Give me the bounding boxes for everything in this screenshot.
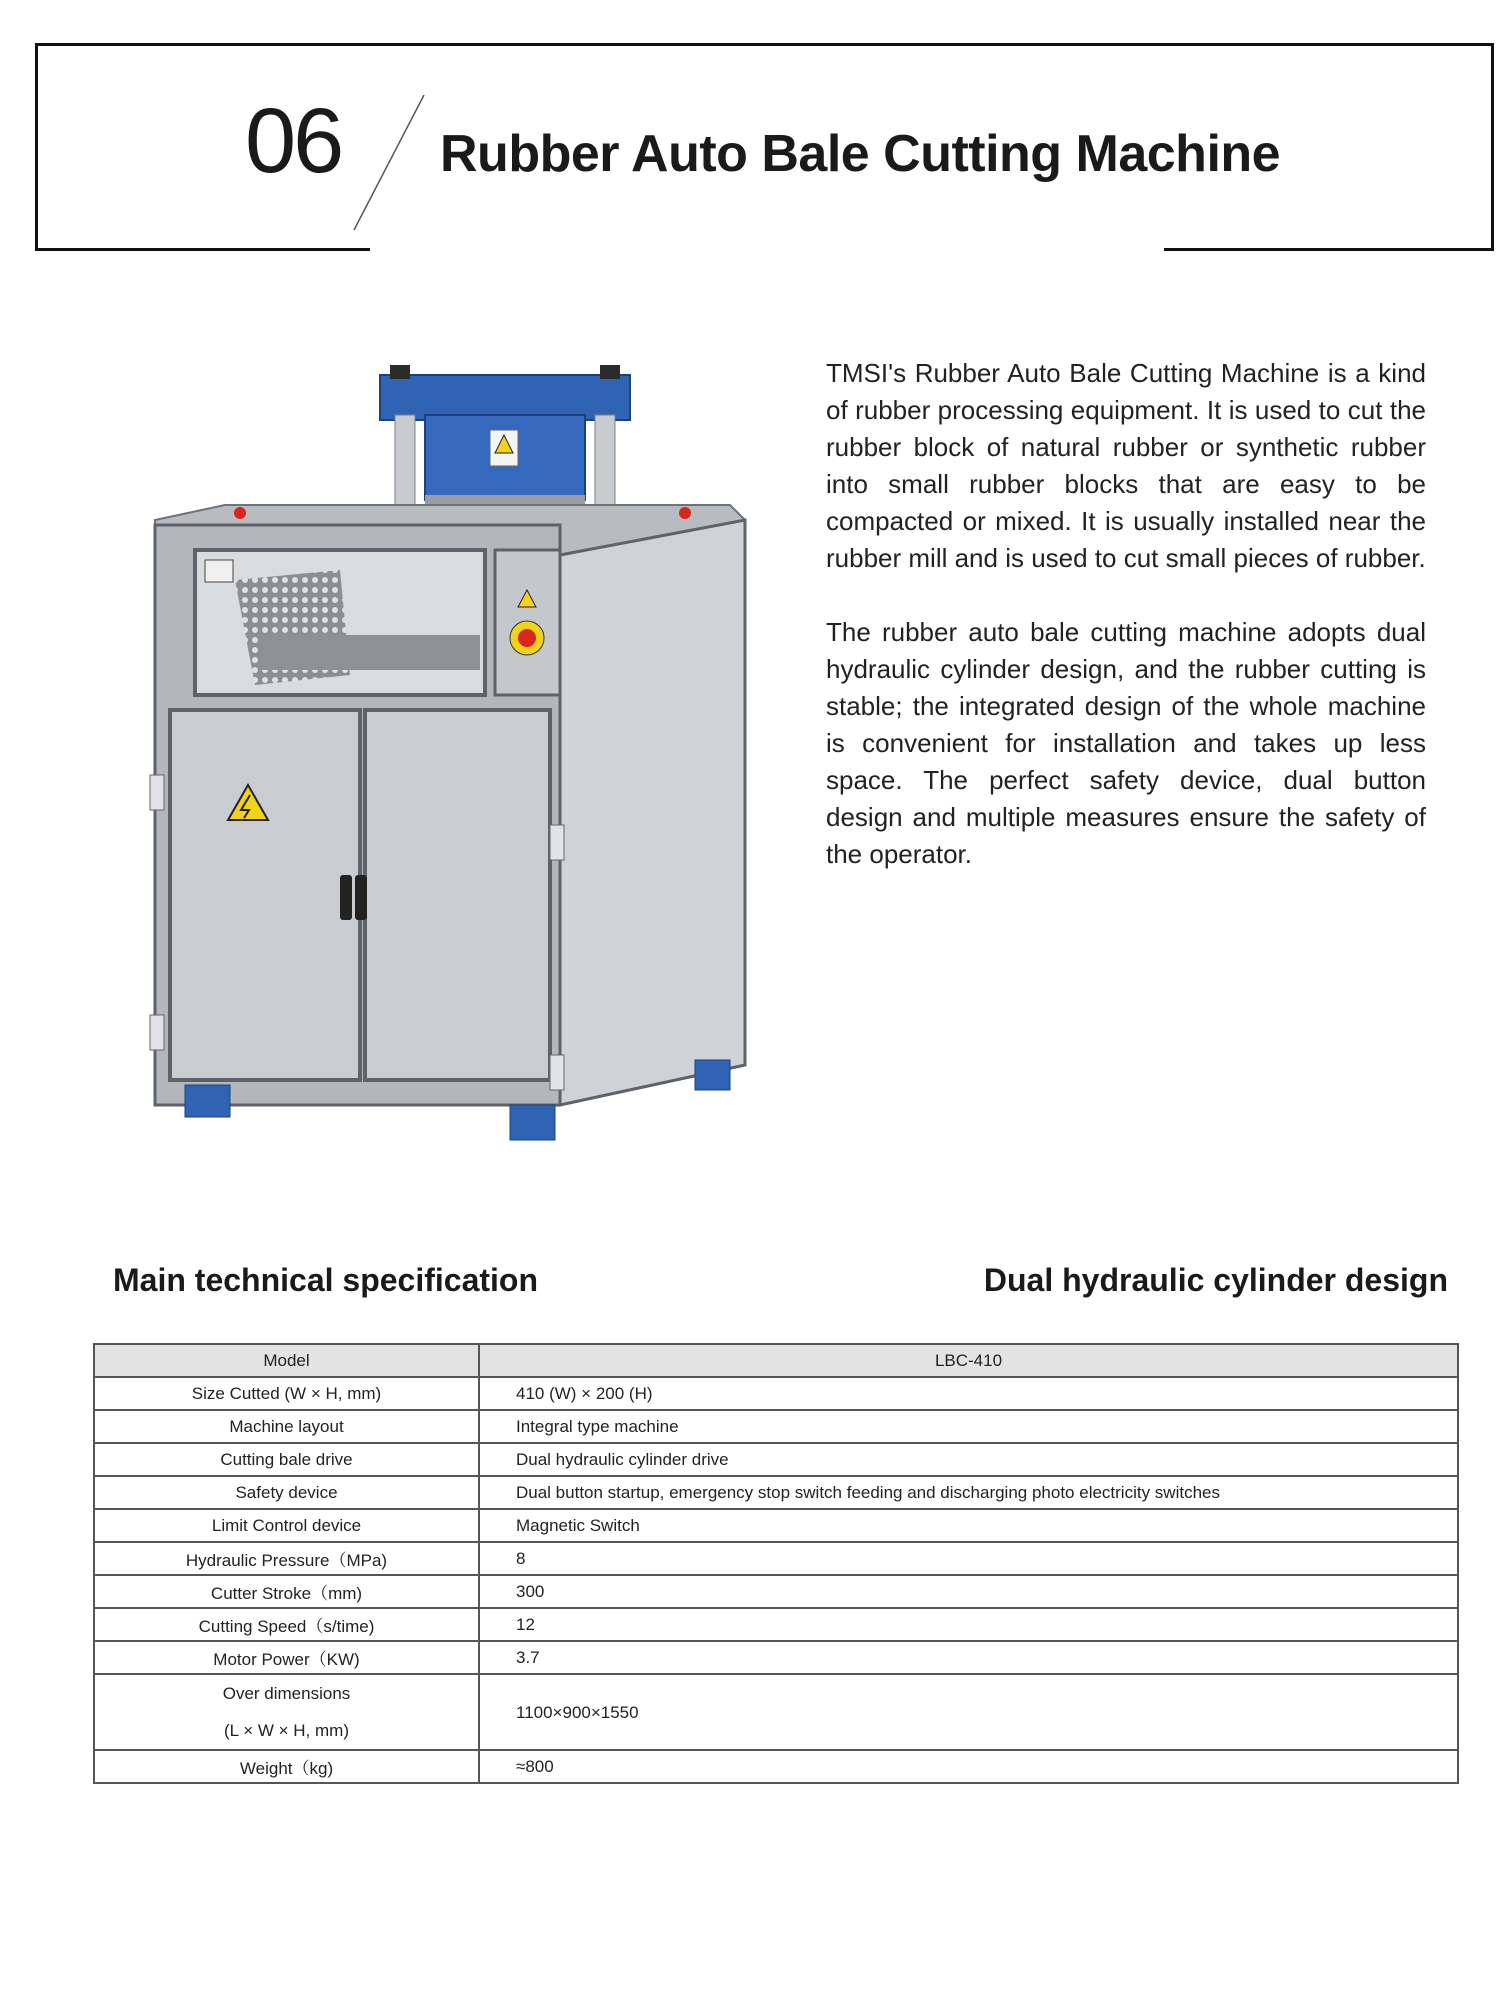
table-row [94,1542,1458,1575]
table-row [94,1410,1458,1443]
table-key: Safety device [94,1476,479,1509]
header-frame-gap [370,245,1164,255]
table-value: 3.7 [479,1641,1458,1674]
table-row-dimensions [94,1674,1458,1750]
table-row-weight [94,1750,1458,1783]
page-title: Rubber Auto Bale Cutting Machine [440,125,1281,183]
page-number: 06 [245,90,342,192]
table-value: Magnetic Switch [479,1509,1458,1542]
table-row [94,1509,1458,1542]
table-value: 8 [479,1542,1458,1575]
table-value: Integral type machine [479,1410,1458,1443]
table-key: Model [94,1344,479,1377]
table-key: Size Cutted (W × H, mm) [94,1377,479,1410]
description-paragraph-2: The rubber auto bale cutting machine adopts dual hydraulic cylinder design, and the rubber cutting is stable; the integrated design of the whole machine is convenient for installation and takes up less space. The perfect safety device, dual button design and multiple measures ensure the safety of the operator. [826,617,1426,869]
table-value: 410 (W) × 200 (H) [479,1377,1458,1410]
table-value: 12 [479,1608,1458,1641]
table-value: Dual hydraulic cylinder drive [479,1443,1458,1476]
slash-divider [350,95,430,235]
dimensions-key-line-2: (L × W × H, mm) [224,1721,349,1740]
spec-heading: Main technical specification [113,1262,538,1298]
table-header-row [94,1344,1458,1377]
dimensions-key-line-1: Over dimensions [222,1684,351,1703]
table-key: Cutting Speed（s/time) [94,1608,479,1641]
table-row [94,1476,1458,1509]
table-key: Motor Power（KW) [94,1641,479,1674]
table-row [94,1575,1458,1608]
machine-illustration [140,355,780,1145]
design-heading: Dual hydraulic cylinder design [983,1262,1448,1298]
table-key: Limit Control device [94,1509,479,1542]
table-row [94,1641,1458,1674]
table-key: Machine layout [94,1410,479,1443]
table-key: Cutting bale drive [94,1443,479,1476]
table-row [94,1608,1458,1641]
table-value: ≈800 [479,1750,1458,1783]
table-value: Dual button startup, emergency stop switch feeding and discharging photo electricity switches [479,1476,1458,1509]
table-value: 1100×900×1550 [479,1674,1458,1750]
table-row [94,1377,1458,1410]
table-key: Weight（kg) [94,1750,479,1783]
table-value: 300 [479,1575,1458,1608]
table-key: Cutter Stroke（mm) [94,1575,479,1608]
table-key [94,1674,479,1750]
table-row [94,1443,1458,1476]
table-key: Hydraulic Pressure（MPa) [94,1542,479,1575]
table-value: LBC-410 [479,1344,1458,1377]
description-paragraph-1: TMSI's Rubber Auto Bale Cutting Machine is a kind of rubber processing equipment. It is used to cut the rubber block of natural rubber or synthetic rubber into small rubber blocks that are easy to be compacted or mixed. It is usually installed near the rubber mill and is used to cut small pieces of rubber. [826,358,1426,573]
description [826,355,1426,910]
spec-table [93,1343,1459,1784]
